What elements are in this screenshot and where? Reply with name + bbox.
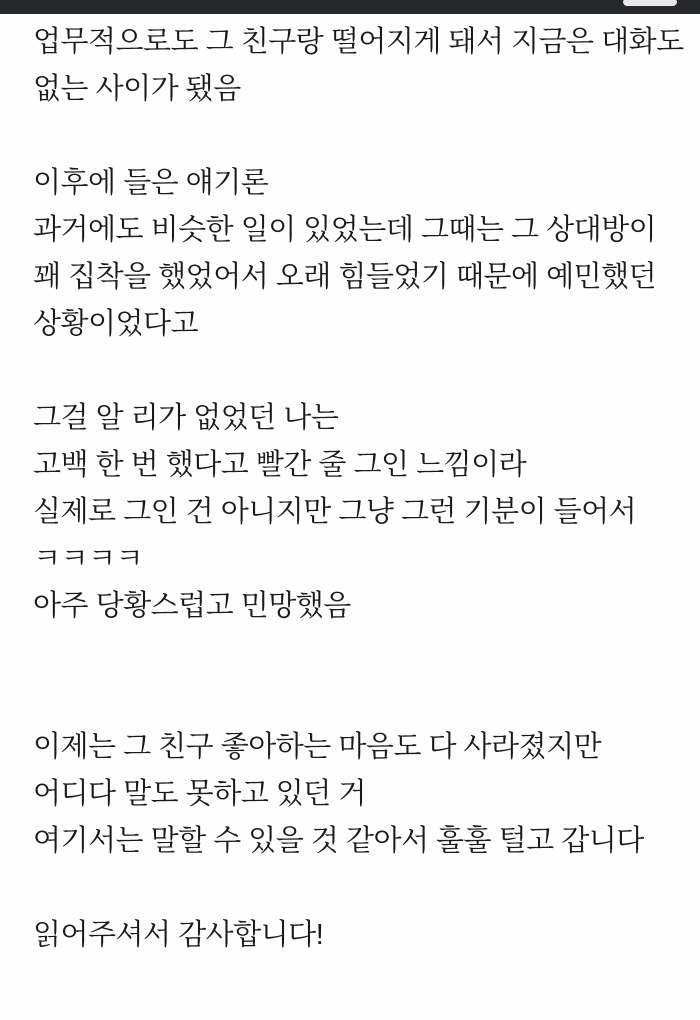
post-text-line: 없는 사이가 됐음 — [33, 73, 241, 105]
post-text-line: 어디다 말도 못하고 있던 거 — [33, 778, 366, 810]
post-text-line: 아주 당황스럽고 민망했음 — [33, 590, 351, 622]
post-text-line — [33, 348, 680, 395]
post-text-line — [33, 677, 680, 724]
sheet-handle-icon — [623, 0, 677, 6]
post-text-line: 여기서는 말할 수 있을 것 같아서 훌훌 털고 갑니다 — [33, 825, 644, 857]
post-body-text — [0, 14, 700, 959]
post-text-line: 꽤 집착을 했었어서 오래 힘들었기 때문에 예민했던 — [33, 261, 657, 293]
status-bar — [0, 0, 700, 14]
post-text-line — [33, 865, 680, 912]
post-text-line: 이제는 그 친구 좋아하는 마음도 다 사라졌지만 — [33, 731, 602, 763]
post-text-line: 읽어주셔서 감사합니다! — [33, 919, 324, 951]
post-text-line: 고백 한 번 했다고 빨간 줄 그인 느낌이라 — [33, 449, 527, 481]
post-text-line: ㅋㅋㅋㅋ — [33, 543, 144, 575]
post-text-line: 과거에도 비슷한 일이 있었는데 그때는 그 상대방이 — [33, 214, 657, 246]
post-text-line — [33, 113, 680, 160]
post-text-line: 업무적으로도 그 친구랑 떨어지게 돼서 지금은 대화도 — [33, 26, 684, 58]
post-text-line: 그걸 알 리가 없었던 나는 — [33, 402, 339, 434]
post-text-line — [33, 630, 680, 677]
post-text-line: 상황이었다고 — [33, 308, 199, 340]
post-text-line: 이후에 들은 얘기론 — [33, 167, 269, 199]
post-text-line: 실제로 그인 건 아니지만 그냥 그런 기분이 들어서 — [33, 496, 637, 528]
